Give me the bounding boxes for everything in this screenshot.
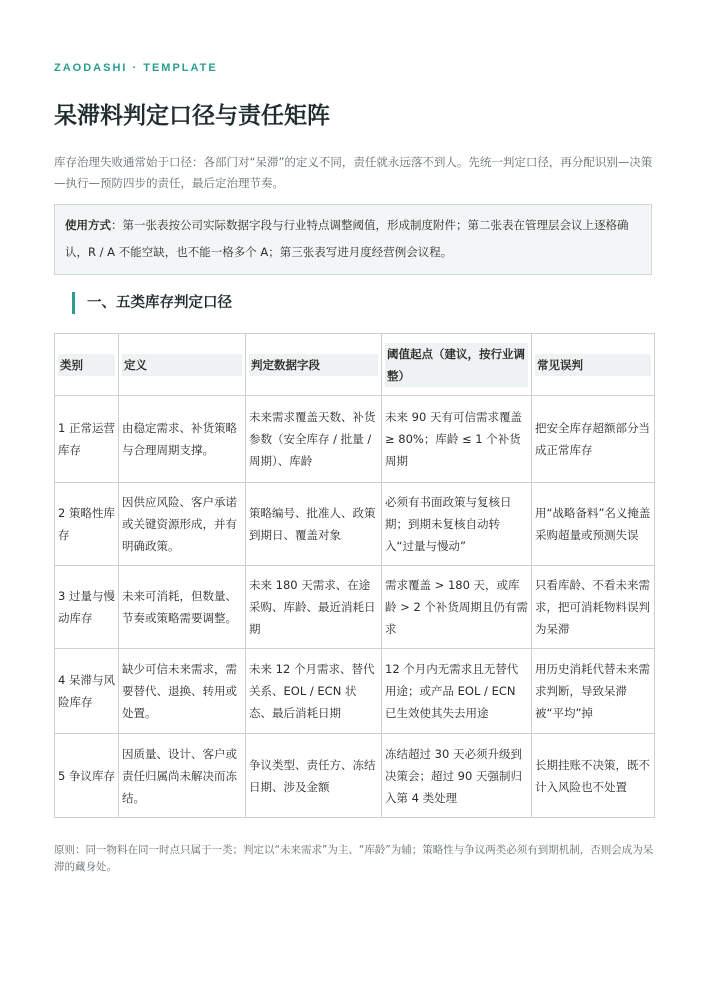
brand-label: ZAODASHI · TEMPLATE [54,62,218,74]
table-cell: 由稳定需求、补货策略与合理周期支撑。 [119,396,246,483]
table-cell: 2 策略性库存 [55,483,119,566]
table-cell: 缺少可信未来需求，需要替代、退换、转用或处置。 [119,649,246,734]
table-row [55,734,655,818]
table-cell: 4 呆滞与风险库存 [55,649,119,734]
table-row [55,396,655,483]
table-cell: 因供应风险、客户承诺或关键资源形成，并有明确政策。 [119,483,246,566]
table-cell: 需求覆盖 > 180 天，或库龄 > 2 个补货周期且仍有需求 [382,566,532,649]
table-row [55,483,655,566]
usage-label: 使用方式 [65,218,111,232]
header-misjudgment: 常见误判 [532,334,655,396]
table-cell: 必须有书面政策与复核日期；到期未复核自动转入“过量与慢动” [382,483,532,566]
principle-note: 原则：同一物料在同一时点只属于一类；判定以“未来需求”为主、“库龄”为辅；策略性与争议两类必须有到期机制，否则会成为呆滞的藏身处。 [54,844,654,873]
table-row [55,649,655,734]
intro-paragraph: 库存治理失败通常始于口径：各部门对“呆滞”的定义不同，责任就永远落不到人。先统一判定口径，再分配识别—决策—执行—预防四步的责任，最后定治理节奏。 [54,155,653,190]
table-cell: 用“战略备料”名义掩盖采购超量或预测失误 [532,483,655,566]
table-cell: 只看库龄、不看未来需求，把可消耗物料误判为呆滞 [532,566,655,649]
page-title: 呆滞料判定口径与责任矩阵 [54,102,330,129]
table-cell: 未来 180 天需求、在途采购、库龄、最近消耗日期 [246,566,382,649]
header-definition: 定义 [119,334,246,396]
table-cell: 策略编号、批准人、政策到期日、覆盖对象 [246,483,382,566]
table-cell: 用历史消耗代替未来需求判断，导致呆滞被“平均”掉 [532,649,655,734]
usage-callout [54,204,652,275]
table-cell: 长期挂账不决策，既不计入风险也不处置 [532,734,655,818]
table-cell: 因质量、设计、客户或责任归属尚未解决而冻结。 [119,734,246,818]
header-threshold: 阈值起点（建议，按行业调整） [382,334,532,396]
table-cell: 未来需求覆盖天数、补货参数（安全库存 / 批量 / 周期）、库龄 [246,396,382,483]
table-cell: 未来可消耗，但数量、节奏或策略需要调整。 [119,566,246,649]
usage-text: ：第一张表按公司实际数据字段与行业特点调整阈值，形成制度附件；第二张表在管理层会议上逐格确认，R / A 不能空缺，也不能一格多个 A；第三张表写进月度经营例会议程。 [65,218,629,259]
table-row [55,566,655,649]
table-cell: 3 过量与慢动库存 [55,566,119,649]
table-cell: 1 正常运营库存 [55,396,119,483]
classification-table [54,333,655,818]
table-cell: 12 个月内无需求且无替代用途；或产品 EOL / ECN 已生效使其失去用途 [382,649,532,734]
table-cell: 未来 90 天有可信需求覆盖 ≥ 80%；库龄 ≤ 1 个补货周期 [382,396,532,483]
section-heading: 一、五类库存判定口径 [72,292,232,314]
table-header-row [55,334,655,396]
table-cell: 把安全库存超额部分当成正常库存 [532,396,655,483]
header-data-fields: 判定数据字段 [246,334,382,396]
table-cell: 争议类型、责任方、冻结日期、涉及金额 [246,734,382,818]
table-cell: 5 争议库存 [55,734,119,818]
table-cell: 未来 12 个月需求、替代关系、EOL / ECN 状态、最后消耗日期 [246,649,382,734]
table-cell: 冻结超过 30 天必须升级到决策会；超过 90 天强制归入第 4 类处理 [382,734,532,818]
header-category: 类别 [55,334,119,396]
